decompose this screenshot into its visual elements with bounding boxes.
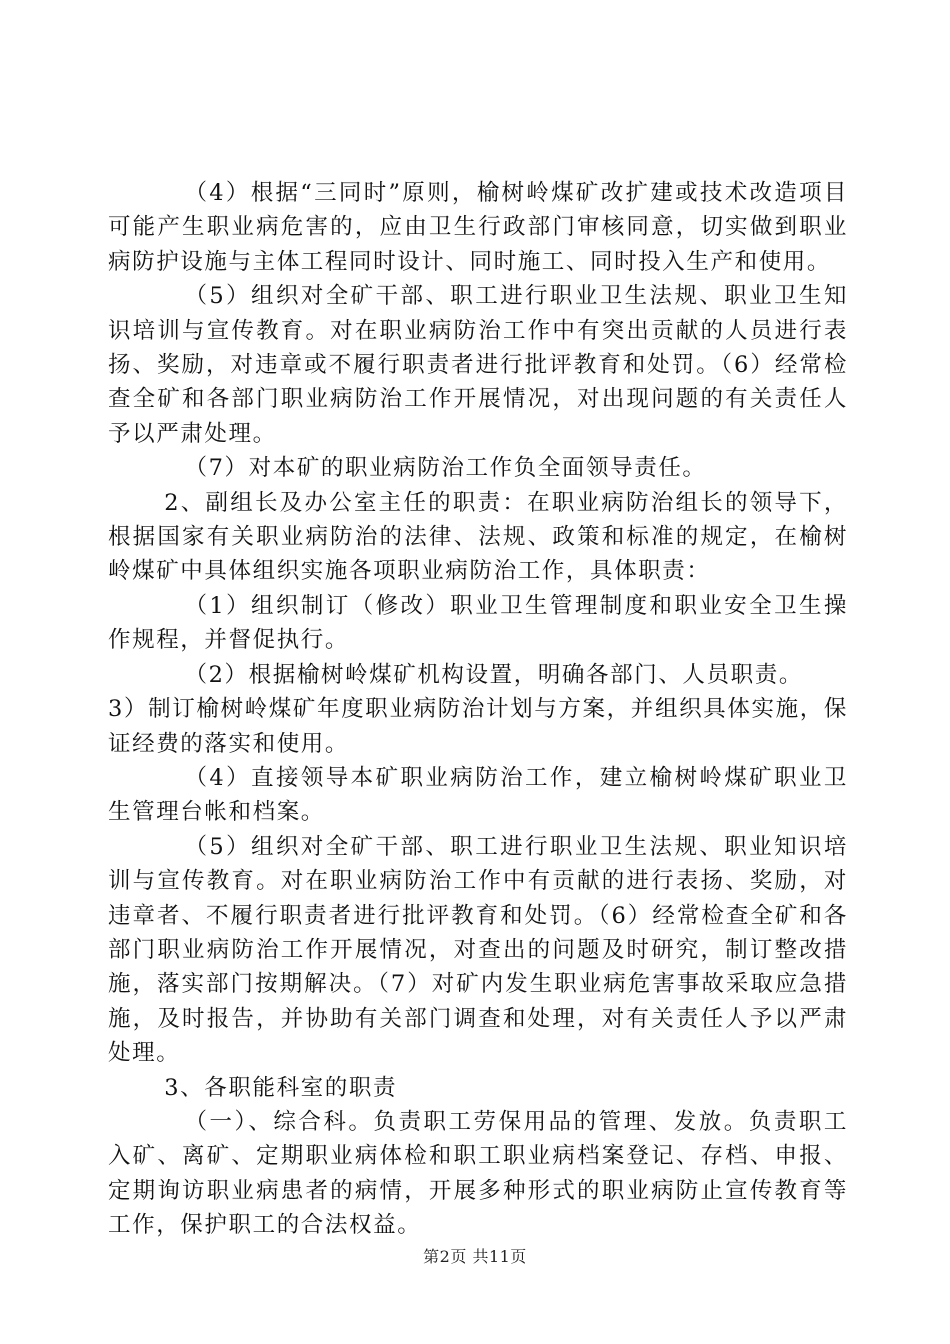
- paragraph-item-7: （7）对本矿的职业病防治工作负全面领导责任。: [184, 455, 707, 482]
- paragraph-section-2-item-3: 3）制订榆树岭煤矿年度职业病防治计划与方案，并组织具体实施，保证经费的落实和使用。: [108, 696, 848, 757]
- paragraph-section-3-item-1: （一）、综合科。负责职工劳保用品的管理、发放。负责职工入矿、离矿、定期职业病体检和职工职业病档案登记、存档、申报、定期询访职业病患者的病情，开展多种形式的职业病防止宣传教育等工作，保护职工的合法权益。: [108, 1108, 848, 1239]
- paragraph-item-5-6: （5）组织对全矿干部、职工进行职业卫生法规、职业卫生知识培训与宣传教育。对在职业病防治工作中有突出贡献的人员进行表扬、奖励，对违章或不履行职责者进行批评教育和处罚。（6）经常检查全矿和各部门职业病防治工作开展情况，对出现问题的有关责任人予以严肃处理。: [108, 283, 848, 447]
- paragraph-section-3-heading: 3、各职能科室的职责: [164, 1074, 398, 1101]
- paragraph-section-2-item-2: （2）根据榆树岭煤矿机构设置，明确各部门、人员职责。: [184, 661, 803, 688]
- document-body: [108, 176, 848, 1243]
- page-number-footer: 第2页 共11页: [423, 1247, 527, 1266]
- paragraph-section-2-item-5-7: （5）组织对全矿干部、职工进行职业卫生法规、职业知识培训与宣传教育。对在职业病防治工作中有贡献的进行表扬、奖励，对违章者、不履行职责者进行批评教育和处罚。（6）经常检查全矿和各部门职业病防治工作开展情况，对查出的问题及时研究，制订整改措施，落实部门按期解决。（7）对矿内发生职业病危害事故采取应急措施，及时报告，并协助有关部门调查和处理，对有关责任人予以严肃处理。: [108, 833, 848, 1067]
- paragraph-item-4: （4）根据“三同时”原则，榆树岭煤矿改扩建或技术改造项目可能产生职业病危害的，应由卫生行政部门审核同意，切实做到职业病防护设施与主体工程同时设计、同时施工、同时投入生产和使用。: [108, 180, 848, 275]
- paragraph-section-2-item-1: （1）组织制订（修改）职业卫生管理制度和职业安全卫生操作规程，并督促执行。: [108, 592, 848, 654]
- paragraph-section-2-item-4: （4）直接领导本矿职业病防治工作，建立榆树岭煤矿职业卫生管理台帐和档案。: [108, 764, 848, 826]
- paragraph-section-2: 2、副组长及办公室主任的职责：在职业病防治组长的领导下，根据国家有关职业病防治的法律、法规、政策和标准的规定，在榆树岭煤矿中具体组织实施各项职业病防治工作，具体职责：: [108, 489, 848, 585]
